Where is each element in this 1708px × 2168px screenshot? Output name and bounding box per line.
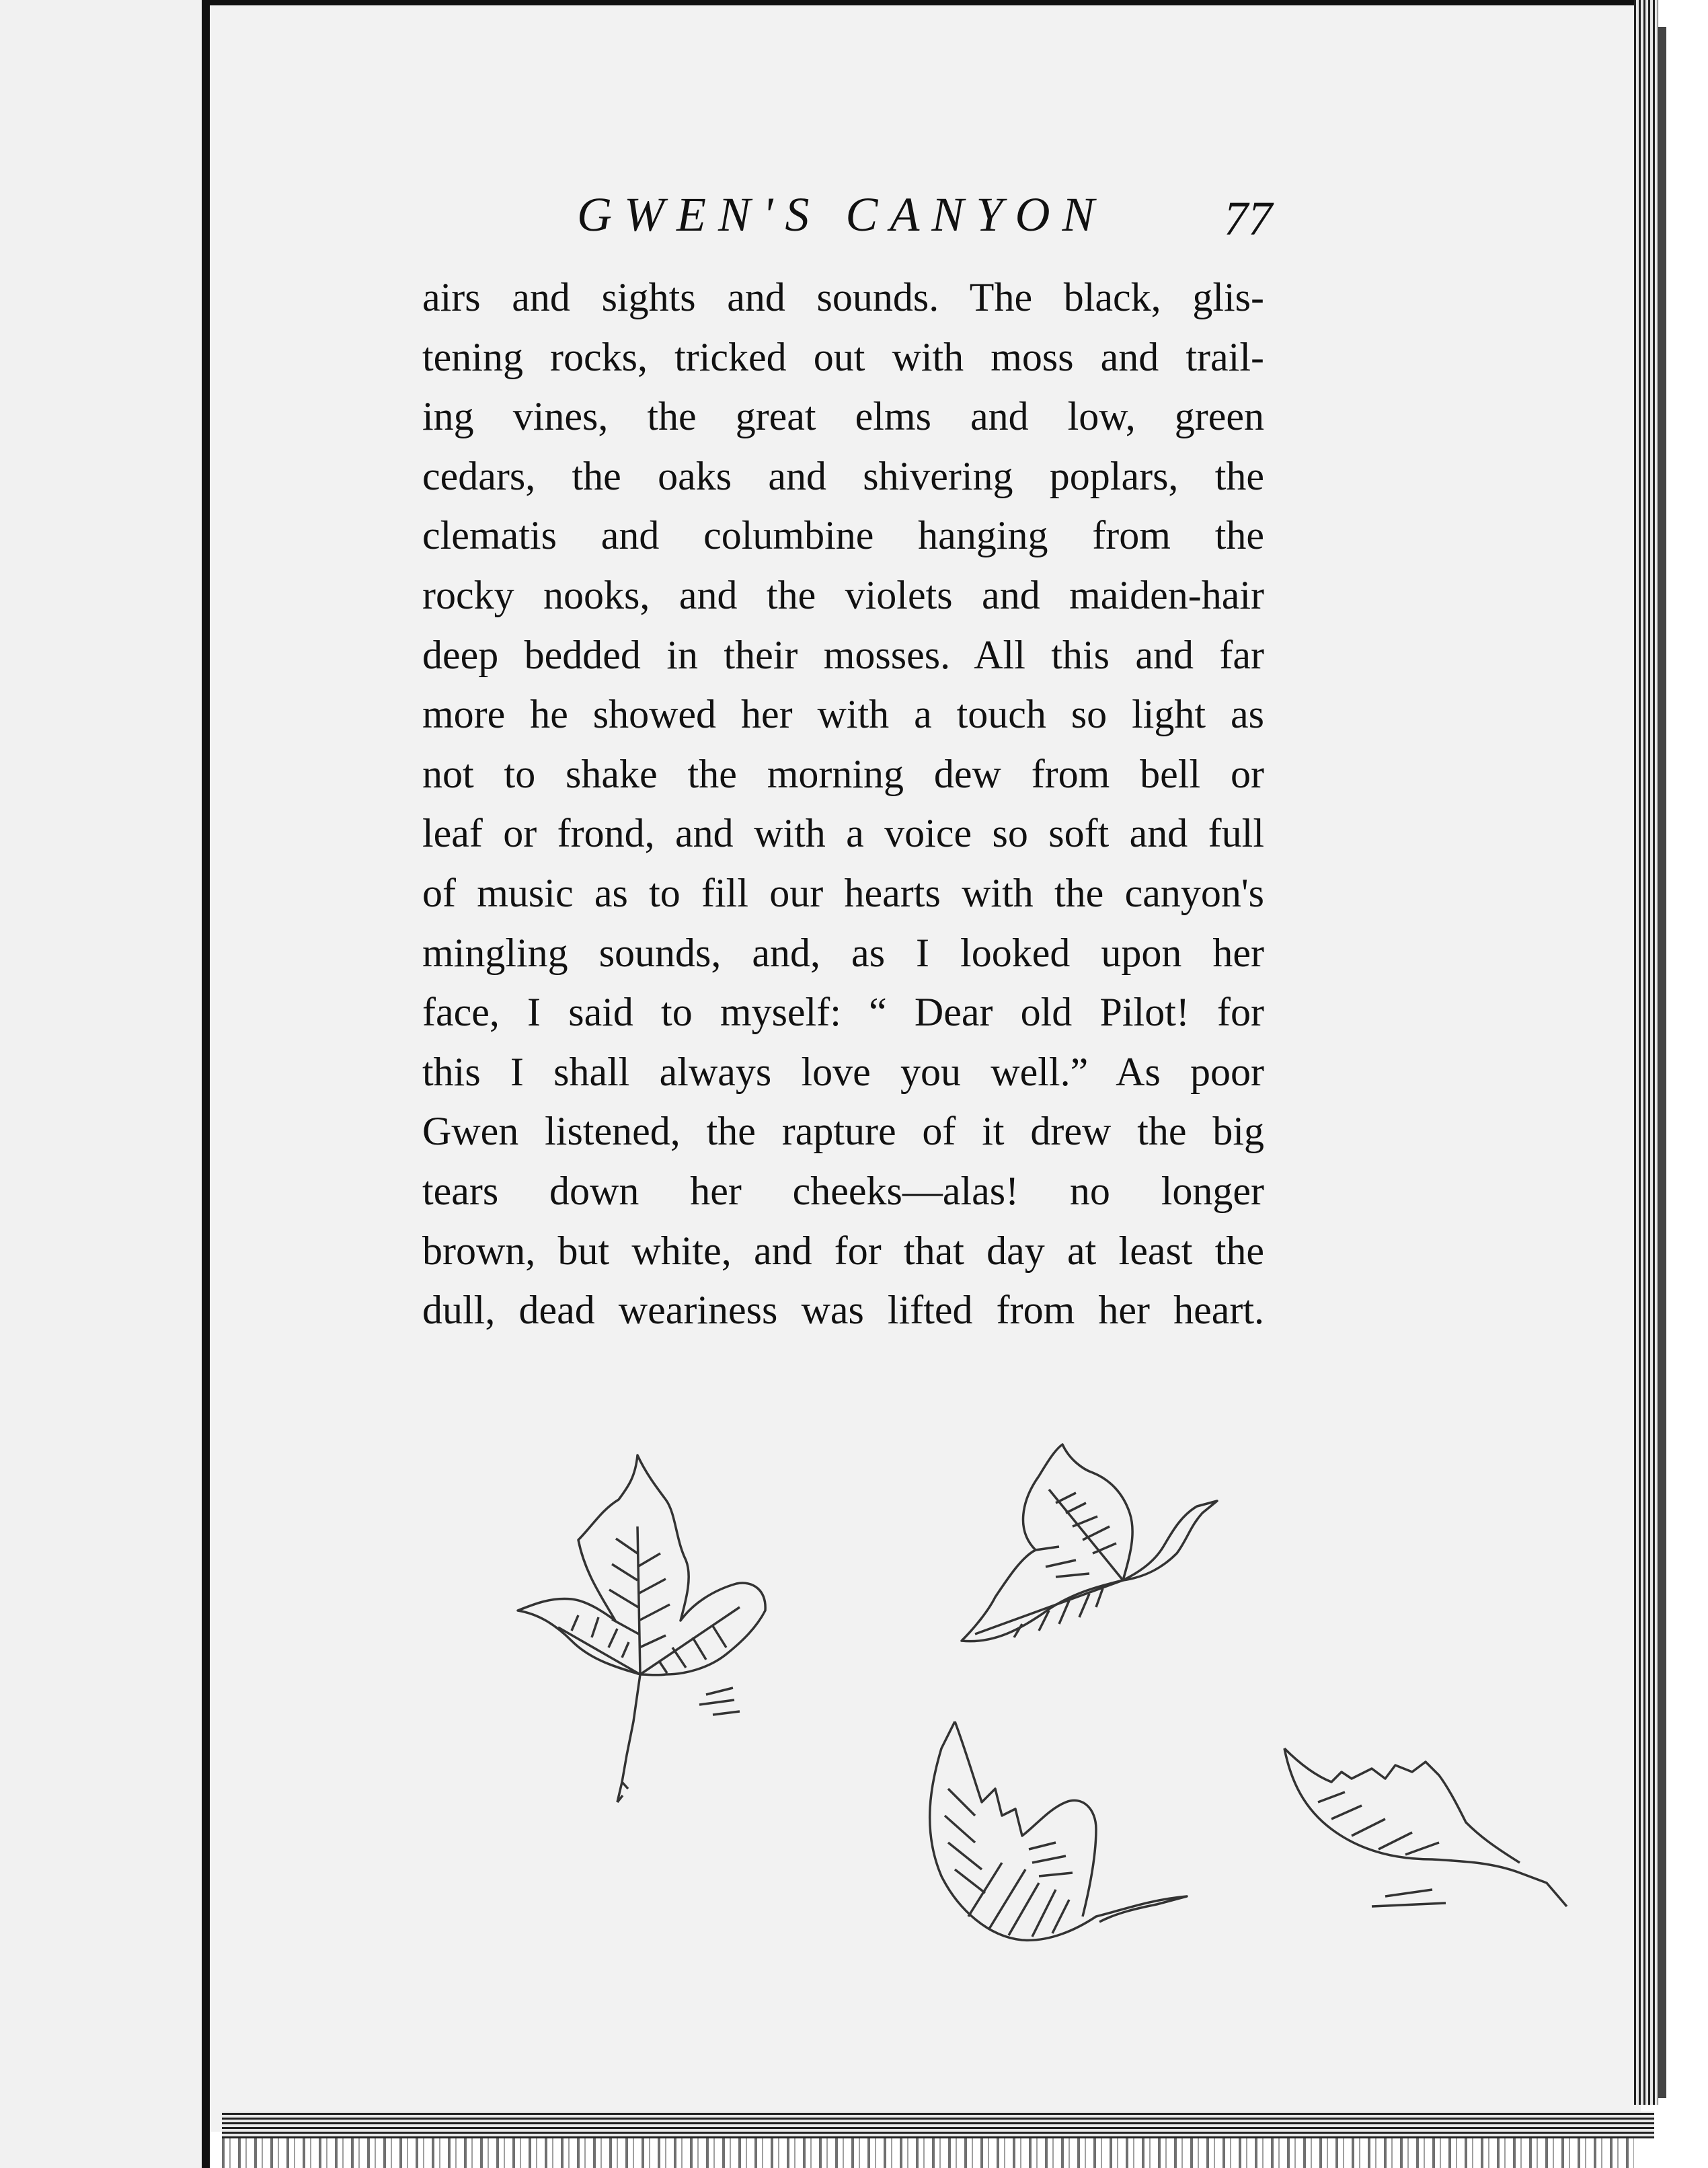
page-number: 77 (1224, 192, 1272, 245)
top-edge (210, 0, 1656, 5)
leaf-icon (901, 1708, 1197, 1950)
text-line: tening rocks, tricked out with moss and trail- (422, 334, 1264, 379)
text-line: brown, but white, and for that day at least the (422, 1228, 1264, 1273)
page-stack-right-edge (1634, 0, 1658, 2105)
text-line: cedars, the oaks and shivering poplars, the (422, 453, 1264, 498)
text-line: clematis and columbine hanging from the (422, 513, 1264, 558)
leaf-illustration-curled (901, 1708, 1197, 1950)
leaf-illustration-drifting (1278, 1742, 1574, 1917)
text-line: mingling sounds, and, as I looked upon her (422, 930, 1264, 975)
text-line: leaf or frond, and with a voice so soft and full (422, 811, 1264, 856)
text-line: face, I said to myself: “ Dear old Pilot! for (422, 990, 1264, 1035)
text-line: airs and sights and sounds. The black, glis- (422, 275, 1264, 319)
leaf-icon (921, 1439, 1244, 1668)
text-line: this I shall always love you well.” As poor (422, 1049, 1264, 1094)
body-text (422, 268, 1264, 1340)
leaf-icon (484, 1446, 780, 1822)
text-line: dull, dead weariness was lifted from her heart. (422, 1288, 1264, 1333)
text-line: more he showed her with a touch so light as (422, 692, 1264, 737)
page-stack-bottom-edge (222, 2112, 1654, 2138)
text-line: deep bedded in their mosses. All this and far (422, 632, 1264, 677)
text-line: not to shake the morning dew from bell or (422, 751, 1264, 796)
facing-page-margin (0, 0, 202, 2168)
text-line: Gwen listened, the rapture of it drew the big (422, 1109, 1264, 1154)
bottom-scan-noise (222, 2138, 1634, 2168)
book-gutter (202, 0, 210, 2168)
text-line: tears down her cheeks—alas! no longer (422, 1168, 1264, 1213)
running-head: GWEN'S CANYON (577, 188, 1107, 241)
leaf-illustration-upright (484, 1446, 780, 1822)
leaf-icon (1278, 1742, 1574, 1917)
text-line: rocky nooks, and the violets and maiden-hair (422, 572, 1264, 617)
text-line: ing vines, the great elms and low, green (422, 394, 1264, 439)
text-line: of music as to fill our hearts with the canyon's (422, 870, 1264, 915)
leaf-illustration-tumbling (921, 1439, 1244, 1668)
cover-right-edge (1658, 27, 1666, 2098)
